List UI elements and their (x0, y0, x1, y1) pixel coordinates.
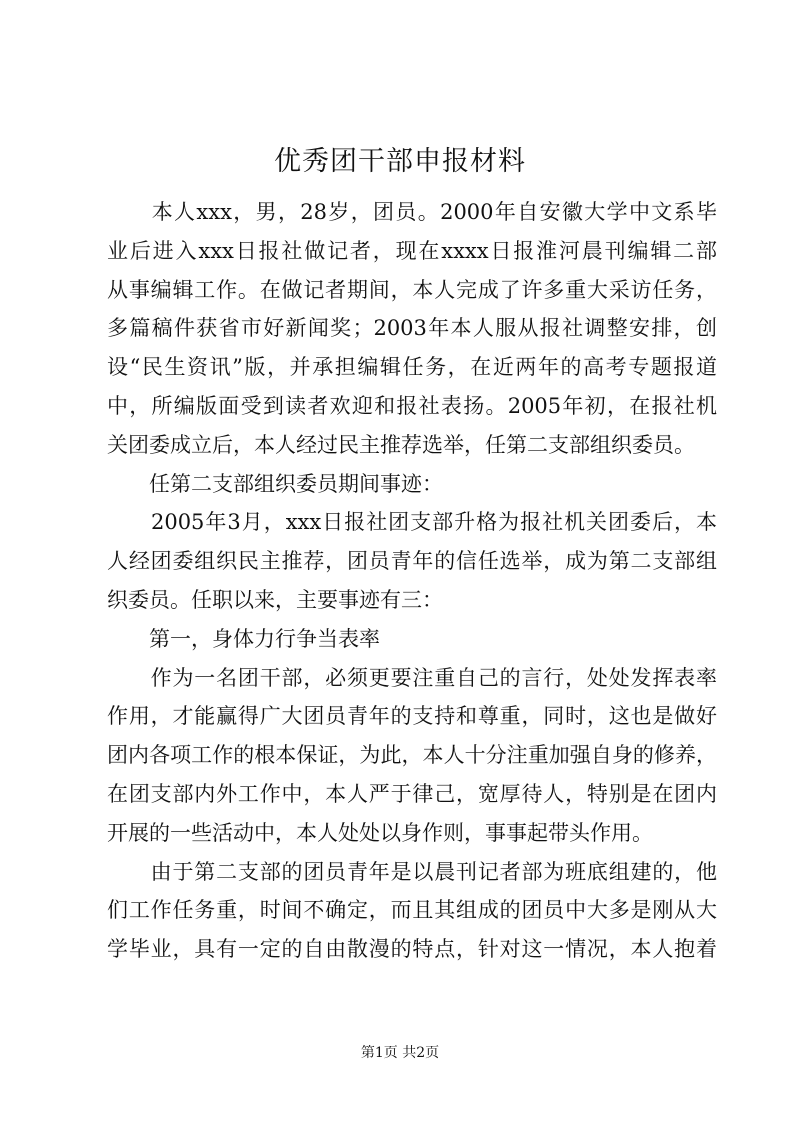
text-line: 织委员。任职以来，主要事迹有三： (107, 587, 443, 612)
text-line: 本人xxx，男，28岁，团员。2000年自安徽大学中文系毕 (107, 200, 717, 224)
text-line: 2005年3月，xxx日报社团支部升格为报社机关团委后，本 (107, 510, 717, 535)
text-line: 多篇稿件获省市好新闻奖；2003年本人服从报社调整安排，创 (107, 316, 717, 341)
page-footer: 第1页 共2页 (360, 1045, 440, 1061)
text-line: 作用，才能赢得广大团员青年的支持和尊重，同时，这也是做好 (107, 704, 717, 729)
text-line: 在团支部内外工作中，本人严于律己，宽厚待人，特别是在团内 (107, 781, 717, 806)
text-line: 团内各项工作的根本保证，为此，本人十分注重加强自身的修养， (107, 743, 717, 768)
text-line: 关团委成立后，本人经过民主推荐选举，任第二支部组织委员。 (107, 432, 695, 457)
text-line: 第一，身体力行争当表率 (107, 626, 380, 651)
text-line: 们工作任务重，时间不确定，而且其组成的团员中大多是刚从大 (107, 898, 717, 923)
document-body (107, 193, 717, 969)
text-line: 学毕业，具有一定的自由散漫的特点，针对这一情况，本人抱着 (107, 937, 717, 962)
text-line: 由于第二支部的团员青年是以晨刊记者部为班底组建的，他 (107, 859, 717, 884)
text-line: 设“民生资讯”版，并承担编辑任务，在近两年的高考专题报道 (107, 355, 717, 380)
document-title: 优秀团干部申报材料 (274, 146, 526, 177)
text-line: 作为一名团干部，必须更要注重自己的言行，处处发挥表率 (107, 665, 717, 690)
text-line: 开展的一些活动中，本人处处以身作则，事事起带头作用。 (107, 820, 653, 845)
text-line: 中，所编版面受到读者欢迎和报社表扬。2005年初，在报社机 (107, 393, 717, 418)
text-line: 任第二支部组织委员期间事迹： (107, 471, 443, 496)
text-line: 业后进入xxx日报社做记者，现在xxxx日报淮河晨刊编辑二部 (107, 238, 717, 263)
text-line: 人经团委组织民主推荐，团员青年的信任选举，成为第二支部组 (107, 549, 717, 574)
text-line: 从事编辑工作。在做记者期间，本人完成了许多重大采访任务， (107, 277, 717, 302)
